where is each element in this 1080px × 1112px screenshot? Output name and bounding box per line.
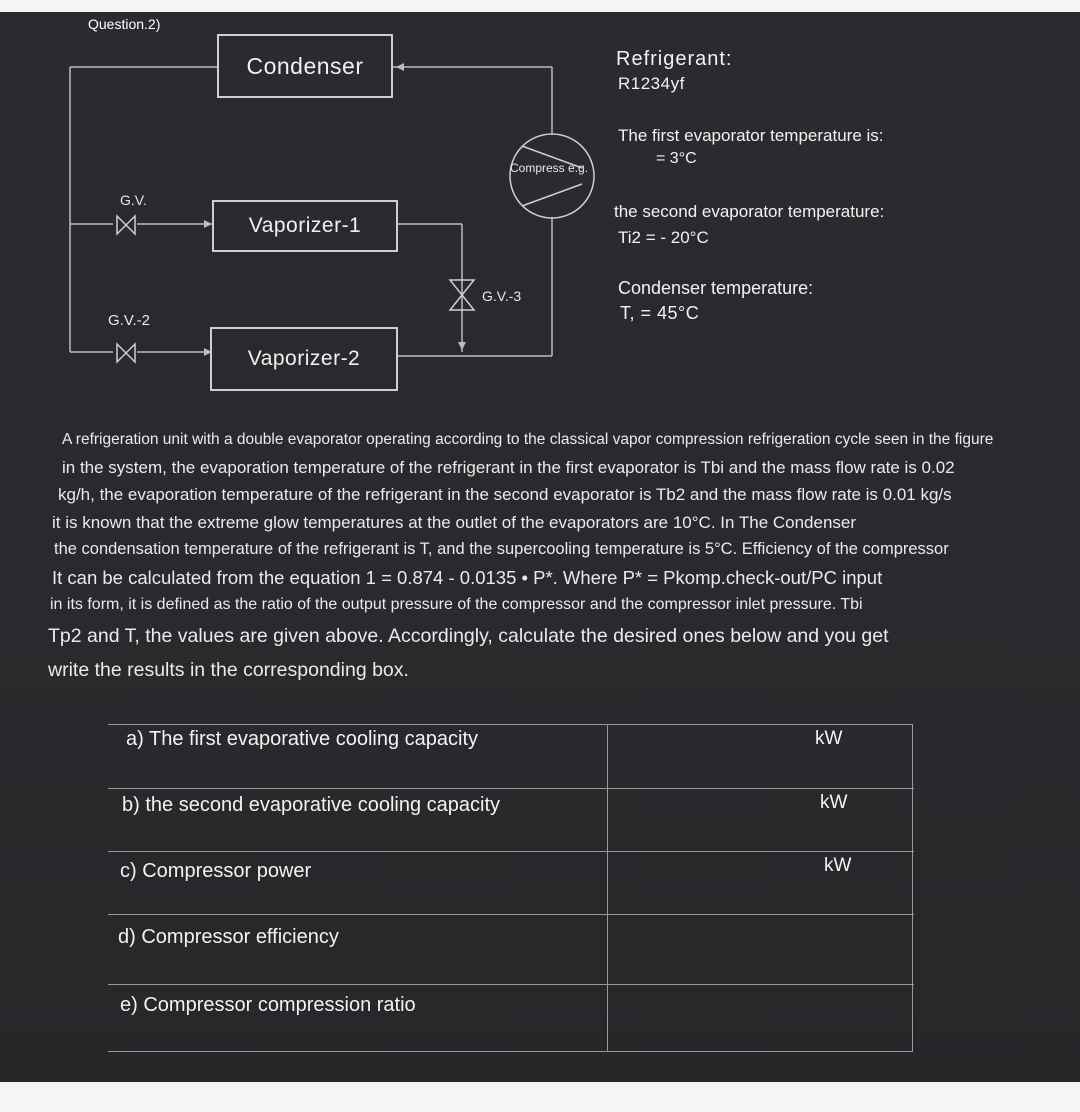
answer-input-d[interactable] bbox=[609, 916, 909, 982]
paragraph-line: kg/h, the evaporation temperature of the refrigerant in the second evaporator is Tb2 and the mass flow rate is 0.01 kg/s bbox=[58, 485, 952, 504]
paragraph-line: in its form, it is defined as the ratio of the output pressure of the compressor and the compressor inlet pressure. Tbi bbox=[50, 596, 863, 613]
gv3-label: G.V.-3 bbox=[482, 288, 522, 304]
unit-a: kW bbox=[815, 728, 843, 749]
paragraph-line: in the system, the evaporation temperature of the refrigerant in the first evaporator is Tbi and the mass flow rate is 0.02 bbox=[62, 457, 955, 477]
refrigerant-value: R1234yf bbox=[618, 74, 685, 93]
vaporizer2-box: Vaporizer-2 bbox=[210, 327, 398, 391]
answer-label-b: b) the second evaporative cooling capacity bbox=[122, 794, 501, 816]
paragraph-line: It can be calculated from the equation 1 = 0.874 - 0.0135 • P*. Where P* = Pkomp.check-out/PC input bbox=[52, 566, 883, 588]
paragraph-line: the condensation temperature of the refrigerant is T, and the supercooling temperature is 5°C. Efficiency of the compressor bbox=[54, 540, 949, 558]
paragraph-line: write the results in the corresponding box. bbox=[48, 658, 409, 681]
answer-input-a[interactable] bbox=[609, 726, 809, 786]
answer-input-b[interactable] bbox=[609, 790, 809, 850]
unit-c: kW bbox=[824, 855, 852, 876]
condenser-temp-value: T, = 45°C bbox=[620, 303, 700, 323]
answer-label-d: d) Compressor efficiency bbox=[118, 926, 339, 948]
answer-input-c[interactable] bbox=[609, 853, 809, 913]
problem-statement bbox=[40, 426, 1080, 687]
unit-b: kW bbox=[820, 792, 848, 813]
question-photo bbox=[0, 12, 1080, 1082]
answer-label-a: a) The first evaporative cooling capacity bbox=[126, 728, 479, 750]
evap2-value: Ti2 = - 20°C bbox=[618, 228, 709, 247]
condenser-box: Condenser bbox=[217, 34, 393, 98]
refrigerant-label: Refrigerant: bbox=[616, 48, 733, 70]
evap2-label: the second evaporator temperature: bbox=[614, 202, 885, 221]
question-label: Question.2) bbox=[88, 16, 161, 32]
paragraph-line: it is known that the extreme glow temperatures at the outlet of the evaporators are 10°C. In The Condenser bbox=[52, 512, 857, 532]
gv1-valve-icon bbox=[117, 216, 135, 234]
paragraph-line: A refrigeration unit with a double evaporator operating according to the classical vapor compression refrigeration cycle seen in the figure bbox=[62, 431, 994, 448]
gv2-valve-icon bbox=[117, 344, 135, 362]
paragraph-line: Tp2 and T, the values are given above. Accordingly, calculate the desired ones below and you get bbox=[48, 624, 889, 647]
compressor-icon bbox=[510, 134, 594, 218]
condenser-temp-label: Condenser temperature: bbox=[618, 278, 814, 298]
evap1-value: = 3°C bbox=[656, 150, 697, 167]
gv2-label: G.V.-2 bbox=[108, 312, 150, 329]
gv1-label: G.V. bbox=[120, 192, 147, 208]
vaporizer1-box: Vaporizer-1 bbox=[212, 200, 398, 252]
answer-label-e: e) Compressor compression ratio bbox=[120, 994, 416, 1016]
answer-label-c: c) Compressor power bbox=[120, 860, 312, 882]
compressor-label: Compress e.g. bbox=[510, 161, 589, 175]
evap1-label: The first evaporator temperature is: bbox=[618, 126, 884, 145]
answer-input-e[interactable] bbox=[609, 986, 909, 1050]
